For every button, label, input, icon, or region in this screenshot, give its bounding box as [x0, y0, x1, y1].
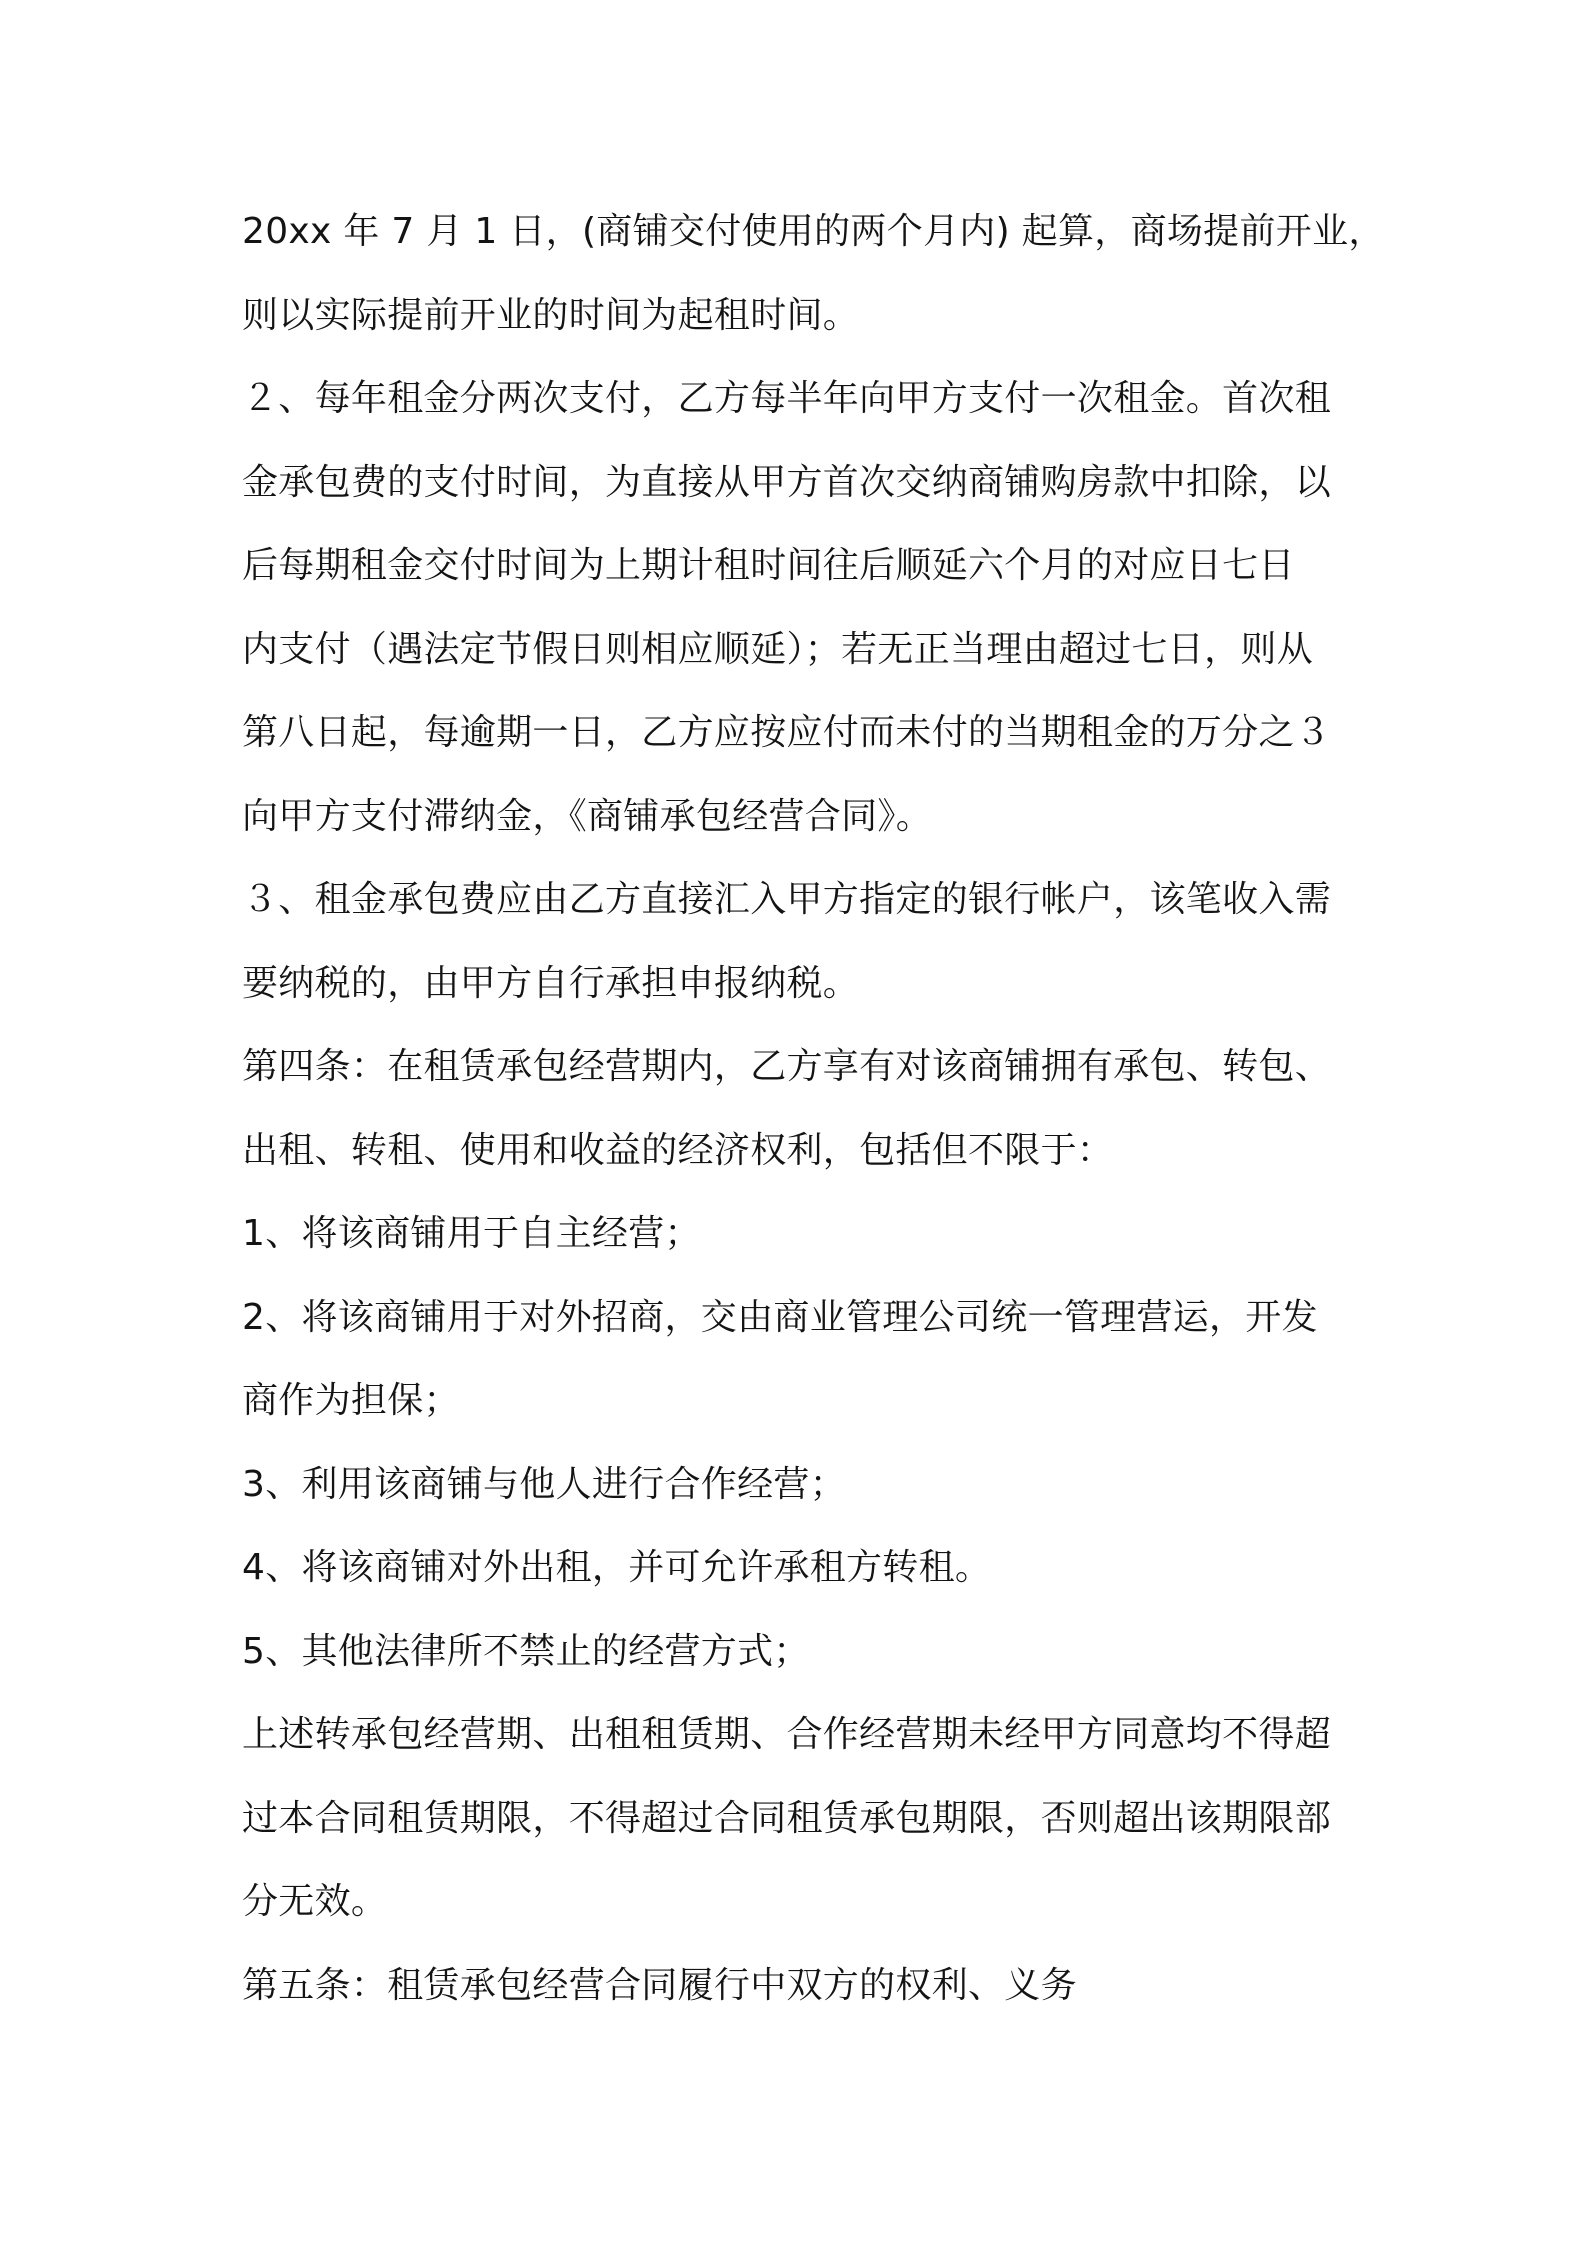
text-line: 则以实际提前开业的时间为起租时间。 — [242, 294, 860, 336]
text-line: 第八日起，每逾期一日，乙方应按应付而未付的当期租金的万分之３ — [242, 712, 1332, 753]
text-line: 要纳税的，由甲方自行承担申报纳税。 — [242, 962, 860, 1004]
text-line: 内支付（遇法定节假日则相应顺延）；若无正当理由超过七日，则从 — [242, 628, 1314, 670]
text-line: 3、利用该商铺与他人进行合作经营； — [242, 1463, 847, 1505]
text-line: 商作为担保； — [242, 1380, 460, 1421]
text-line: 第四条：在租赁承包经营期内，乙方享有对该商铺拥有承包、转包、 — [242, 1046, 1332, 1087]
text-line: 后每期租金交付时间为上期计租时间往后顺延六个月的对应日七日 — [242, 545, 1295, 586]
text-line: 分无效。 — [242, 1881, 388, 1922]
text-line: ２、每年租金分两次支付，乙方每半年向甲方支付一次租金。首次租 — [242, 378, 1332, 419]
text-line: ３、租金承包费应由乙方直接汇入甲方指定的银行帐户，该笔收入需 — [242, 879, 1332, 920]
text-line: 金承包费的支付时间，为直接从甲方首次交纳商铺购房款中扣除，以 — [242, 461, 1332, 503]
text-line: 向甲方支付滞纳金，《商铺承包经营合同》。 — [242, 795, 933, 837]
text-line: 5、其他法律所不禁止的经营方式； — [242, 1630, 810, 1672]
document-body — [242, 190, 1385, 2027]
text-line: 1、将该商铺用于自主经营； — [242, 1213, 701, 1254]
text-line: 2、将该商铺用于对外招商，交由商业管理公司统一管理营运，开发 — [242, 1296, 1318, 1338]
text-line: 出租、转租、使用和收益的经济权利，包括但不限于： — [242, 1129, 1114, 1171]
text-line: 第五条：租赁承包经营合同履行中双方的权利、义务 — [242, 1964, 1077, 2006]
text-line: 过本合同租赁期限，不得超过合同租赁承包期限，否则超出该期限部 — [242, 1797, 1332, 1839]
text-line: 20xx 年 7 月 1 日，(商铺交付使用的两个月内) 起算，商场提前开业， — [242, 211, 1385, 252]
text-line: 上述转承包经营期、出租租赁期、合作经营期未经甲方同意均不得超 — [242, 1714, 1332, 1755]
text-line: 4、将该商铺对外出租，并可允许承租方转租。 — [242, 1547, 992, 1588]
